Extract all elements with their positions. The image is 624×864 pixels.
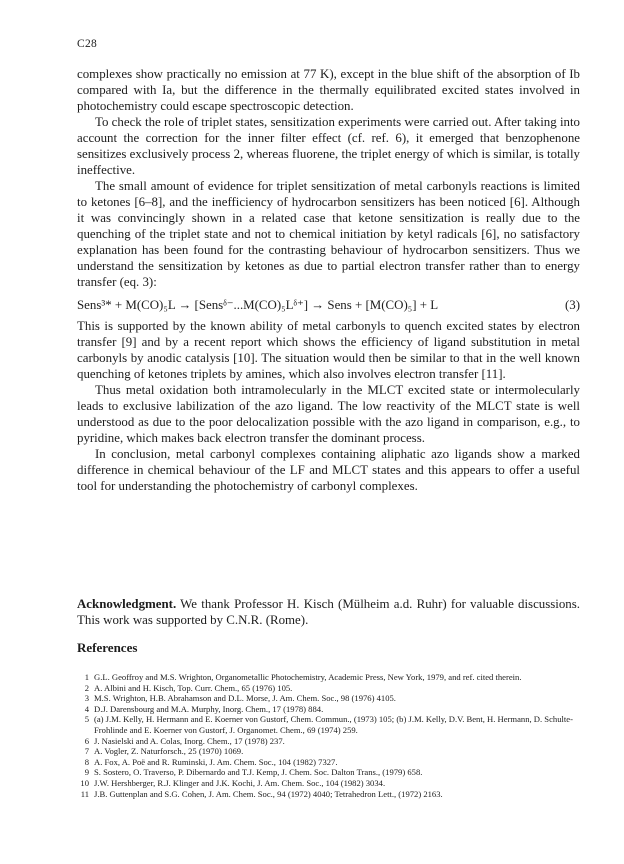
reference-item xyxy=(77,672,580,683)
reference-text: A. Albini and H. Kisch, Top. Curr. Chem., 65 (1976) 105. xyxy=(94,682,293,693)
reference-text: J.W. Hershberger, R.J. Klinger and J.K. Kochi, J. Am. Chem. Soc., 104 (1982) 3034. xyxy=(94,777,386,788)
reference-item xyxy=(77,704,580,715)
paragraph-conclusion: In conclusion, metal carbonyl complexes containing aliphatic azo ligands show a marked difference in chemical behaviour of the LF and MLCT states and this appears to offer a useful tool for understanding the photochemistry of carbonyl complexes. xyxy=(77,447,580,493)
acknowledgment xyxy=(77,596,580,628)
reference-text: S. Sostero, O. Traverso, P. Dibernardo and T.J. Kemp, J. Chem. Soc. Dalton Trans., (1979) 658. xyxy=(94,767,423,778)
reference-item xyxy=(77,778,580,789)
reference-item xyxy=(77,767,580,778)
reference-item xyxy=(77,683,580,694)
reference-text: J.B. Guttenplan and S.G. Cohen, J. Am. Chem. Soc., 94 (1972) 4040; Tetrahedron Lett., (1972) 2163. xyxy=(94,788,443,799)
reference-text: J. Nasielski and A. Colas, Inorg. Chem., 17 (1978) 237. xyxy=(94,735,285,746)
reference-number: 9 xyxy=(84,767,89,778)
reference-number: 2 xyxy=(84,682,89,693)
paragraph-sensitization: To check the role of triplet states, sensitization experiments were carried out. After taking into account the correction for the inner filter effect (cf. ref. 6), it emerged that benzophenone sensitizes exclusively process 2, whereas fluorene, the triplet energy of which is similar, is totally ineffective. xyxy=(77,115,580,177)
reference-item xyxy=(77,736,580,747)
acknowledgment-text: We thank Professor H. Kisch (Mülheim a.d. Ruhr) for valuable discussions. This work was supported by C.N.R. (Rome). xyxy=(77,597,580,627)
paragraph-metal-oxidation: Thus metal oxidation both intramolecularly in the MLCT excited state or intermolecularly leads to exclusive labilization of the azo ligand. The low reactivity of the MLCT state is well understood as due to the poor delocalization possible with the azo ligand in comparison, e.g., to pyridine, which makes back electron transfer the dominant process. xyxy=(77,383,580,445)
reference-item xyxy=(77,746,580,757)
reference-item xyxy=(77,693,580,704)
reference-number: 6 xyxy=(84,735,89,746)
reference-number: 7 xyxy=(84,746,89,757)
references-heading: References xyxy=(77,640,138,655)
equation-text: Sens³* + M(CO)₅L → [Sensᵟ⁻...M(CO)₅Lᵟ⁺] → Sens + [M(CO)₅] + L xyxy=(77,298,439,312)
reference-item xyxy=(77,789,580,800)
reference-number: 1 xyxy=(84,672,89,682)
reference-text: D.J. Darensbourg and M.A. Murphy, Inorg. Chem., 17 (1978) 884. xyxy=(94,703,324,714)
equation-number: (3) xyxy=(564,298,580,312)
reference-number: 4 xyxy=(84,703,89,714)
reference-text: (a) J.M. Kelly, H. Hermann and E. Koerner von Gustorf, Chem. Commun., (1973) 105; (b) J.M. Kelly, D.V. Bent, H. Hermann, D. Schulte-Frohlinde and E. Koerner von Gustorf, J. Organomet. Chem., 69 (1974) 259. xyxy=(94,714,573,735)
reference-item xyxy=(77,714,580,735)
acknowledgment-label: Acknowledgment. xyxy=(77,597,177,611)
reference-number: 11 xyxy=(80,788,89,799)
reference-number: 10 xyxy=(80,777,89,788)
paragraph-electron-transfer: This is supported by the known ability of metal carbonyls to quench excited states by electron transfer [9] and by a recent report which shows the efficiency of ligand substitution in metal carbonyls by anodic catalysis [10]. The situation would then be similar to that in the well known quenching of ketones triplets by amines, which also involves electron transfer [11]. xyxy=(77,319,580,381)
article-body xyxy=(77,66,580,494)
paragraph-continuation: complexes show practically no emission at 77 K), except in the blue shift of the absorption of Ib compared with Ia, but the difference in the thermally equilibrated excited states involved in photochemistry could escape spectroscopic detection. xyxy=(77,67,580,113)
reference-text: G.L. Geoffroy and M.S. Wrighton, Organometallic Photochemistry, Academic Press, New York, 1979, and ref. cited therein. xyxy=(94,672,522,682)
reference-text: A. Vogler, Z. Naturforsch., 25 (1970) 1069. xyxy=(94,746,244,757)
reference-text: A. Fox, A. Poë and R. Ruminski, J. Am. Chem. Soc., 104 (1982) 7327. xyxy=(94,756,338,767)
equation-3 xyxy=(77,297,580,313)
reference-number: 3 xyxy=(84,693,89,704)
paragraph-triplet-evidence: The small amount of evidence for triplet sensitization of metal carbonyls reactions is limited to ketones [6–8], and the inefficiency of hydrocarbon sensitizers has been noticed [6]. Although it was convincingly shown in a related case that ketone sensitization is really due to the quenching of the triplet state and not to chemical initiation by ketyl radicals [6], no satisfactory explanation has been found for the contrasting behaviour of hydrocarbon sensitizers. Thus we understand the sensitization by ketones as due to partial electron transfer rather than to energy transfer (eq. 3): xyxy=(77,179,580,289)
reference-number: 5 xyxy=(84,714,89,725)
page-number: C28 xyxy=(77,38,98,50)
reference-number: 8 xyxy=(84,756,89,767)
reference-text: M.S. Wrighton, H.B. Abrahamson and D.L. Morse, J. Am. Chem. Soc., 98 (1976) 4105. xyxy=(94,693,396,704)
reference-item xyxy=(77,757,580,768)
reference-list xyxy=(77,672,580,799)
